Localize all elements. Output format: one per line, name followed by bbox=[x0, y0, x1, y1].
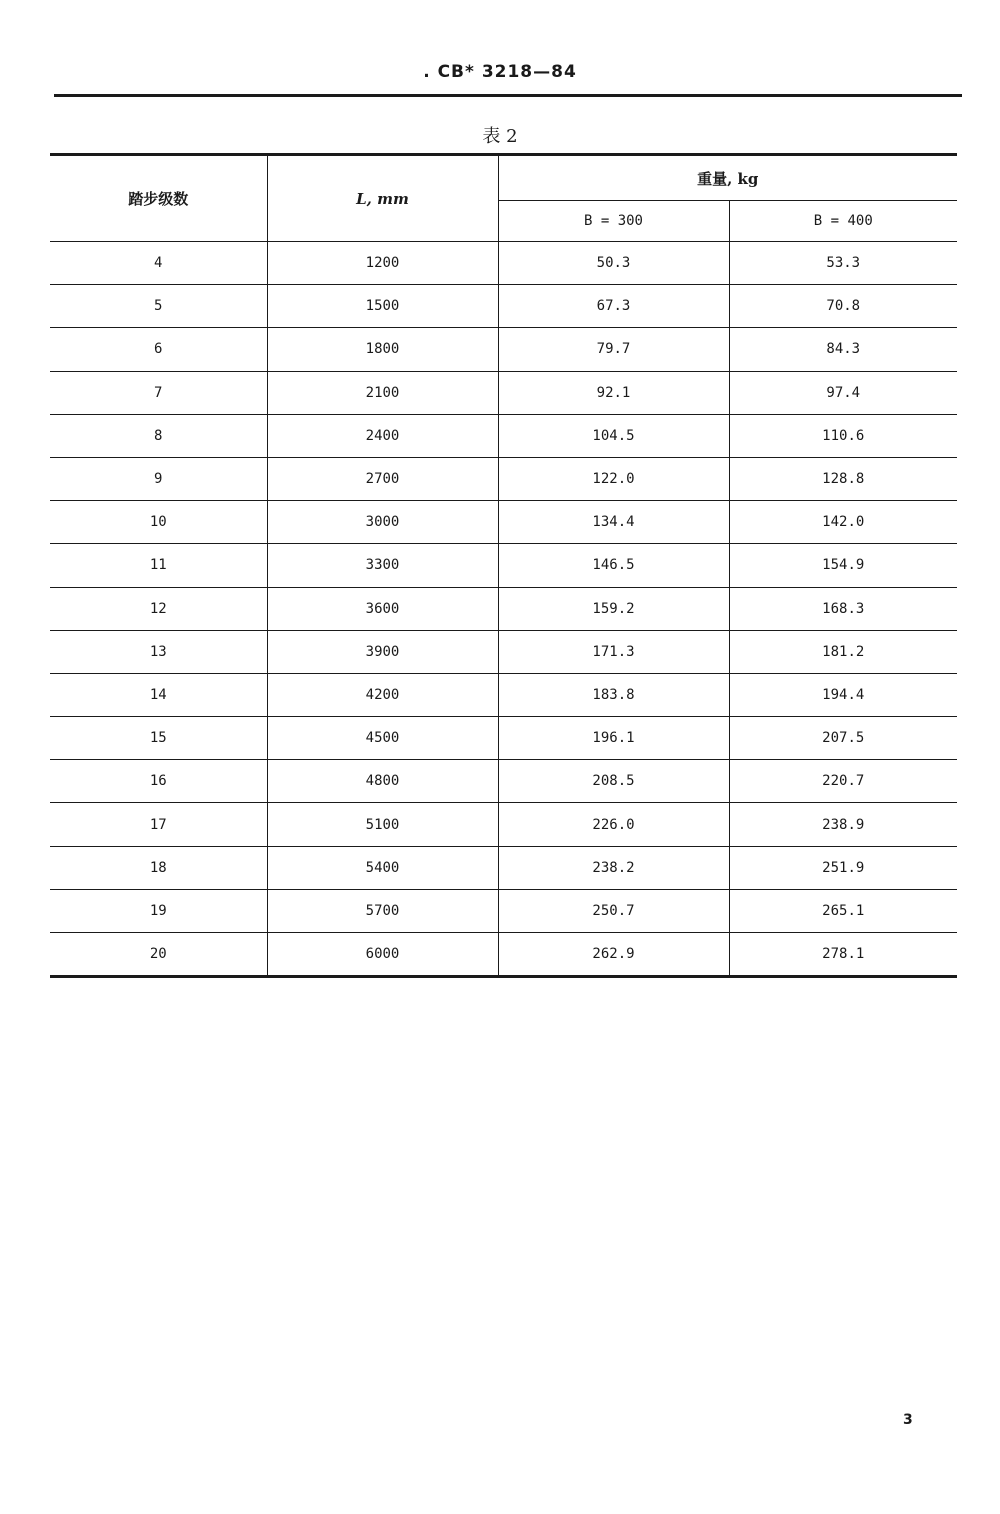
ladder-weight-table bbox=[50, 153, 957, 978]
cell-weight-b400: 278.1 bbox=[729, 933, 957, 977]
cell-weight-b400: 194.4 bbox=[729, 673, 957, 716]
cell-steps: 20 bbox=[50, 933, 267, 977]
cell-length: 6000 bbox=[267, 933, 498, 977]
cell-weight-b300: 208.5 bbox=[498, 760, 729, 803]
cell-steps: 5 bbox=[50, 285, 267, 328]
cell-weight-b300: 183.8 bbox=[498, 673, 729, 716]
cell-weight-b300: 226.0 bbox=[498, 803, 729, 846]
cell-steps: 7 bbox=[50, 371, 267, 414]
table-row bbox=[50, 544, 957, 587]
cell-steps: 8 bbox=[50, 414, 267, 457]
table-row bbox=[50, 889, 957, 932]
cell-weight-b300: 122.0 bbox=[498, 457, 729, 500]
cell-weight-b300: 50.3 bbox=[498, 242, 729, 285]
cell-steps: 17 bbox=[50, 803, 267, 846]
cell-weight-b300: 134.4 bbox=[498, 501, 729, 544]
cell-steps: 15 bbox=[50, 717, 267, 760]
cell-length: 1200 bbox=[267, 242, 498, 285]
cell-weight-b400: 220.7 bbox=[729, 760, 957, 803]
table-row bbox=[50, 501, 957, 544]
cell-steps: 14 bbox=[50, 673, 267, 716]
cell-weight-b400: 251.9 bbox=[729, 846, 957, 889]
cell-steps: 6 bbox=[50, 328, 267, 371]
table-row bbox=[50, 933, 957, 977]
cell-weight-b400: 238.9 bbox=[729, 803, 957, 846]
table-row bbox=[50, 242, 957, 285]
cell-steps: 13 bbox=[50, 630, 267, 673]
cell-weight-b300: 196.1 bbox=[498, 717, 729, 760]
cell-weight-b400: 84.3 bbox=[729, 328, 957, 371]
cell-weight-b300: 171.3 bbox=[498, 630, 729, 673]
header-rule bbox=[54, 94, 962, 97]
cell-steps: 9 bbox=[50, 457, 267, 500]
cell-weight-b400: 70.8 bbox=[729, 285, 957, 328]
cell-weight-b300: 250.7 bbox=[498, 889, 729, 932]
cell-weight-b300: 92.1 bbox=[498, 371, 729, 414]
cell-length: 2100 bbox=[267, 371, 498, 414]
cell-weight-b400: 97.4 bbox=[729, 371, 957, 414]
cell-weight-b400: 154.9 bbox=[729, 544, 957, 587]
header-weight-group: 重量, kg bbox=[498, 155, 957, 201]
cell-length: 5100 bbox=[267, 803, 498, 846]
cell-weight-b300: 159.2 bbox=[498, 587, 729, 630]
cell-weight-b400: 207.5 bbox=[729, 717, 957, 760]
table-body bbox=[50, 242, 957, 977]
cell-weight-b400: 168.3 bbox=[729, 587, 957, 630]
cell-weight-b300: 67.3 bbox=[498, 285, 729, 328]
cell-steps: 16 bbox=[50, 760, 267, 803]
cell-weight-b400: 53.3 bbox=[729, 242, 957, 285]
cell-steps: 19 bbox=[50, 889, 267, 932]
cell-length: 5400 bbox=[267, 846, 498, 889]
cell-length: 4200 bbox=[267, 673, 498, 716]
cell-steps: 10 bbox=[50, 501, 267, 544]
cell-weight-b400: 142.0 bbox=[729, 501, 957, 544]
header-b400: B = 400 bbox=[729, 201, 957, 242]
cell-weight-b400: 128.8 bbox=[729, 457, 957, 500]
table-row bbox=[50, 760, 957, 803]
cell-weight-b400: 110.6 bbox=[729, 414, 957, 457]
table-row bbox=[50, 846, 957, 889]
cell-weight-b400: 265.1 bbox=[729, 889, 957, 932]
cell-weight-b300: 238.2 bbox=[498, 846, 729, 889]
cell-weight-b400: 181.2 bbox=[729, 630, 957, 673]
cell-length: 1800 bbox=[267, 328, 498, 371]
standard-code-header: . CB* 3218—84 bbox=[423, 62, 577, 82]
cell-weight-b300: 104.5 bbox=[498, 414, 729, 457]
cell-steps: 11 bbox=[50, 544, 267, 587]
cell-weight-b300: 262.9 bbox=[498, 933, 729, 977]
page-number: 3 bbox=[903, 1412, 913, 1428]
cell-length: 2400 bbox=[267, 414, 498, 457]
cell-length: 3300 bbox=[267, 544, 498, 587]
cell-length: 4800 bbox=[267, 760, 498, 803]
table-row bbox=[50, 328, 957, 371]
cell-length: 3600 bbox=[267, 587, 498, 630]
table-row bbox=[50, 371, 957, 414]
cell-weight-b300: 79.7 bbox=[498, 328, 729, 371]
table-row bbox=[50, 414, 957, 457]
cell-length: 1500 bbox=[267, 285, 498, 328]
table-row bbox=[50, 285, 957, 328]
table-row bbox=[50, 717, 957, 760]
table-row bbox=[50, 457, 957, 500]
table-row bbox=[50, 630, 957, 673]
cell-length: 3000 bbox=[267, 501, 498, 544]
cell-length: 3900 bbox=[267, 630, 498, 673]
header-b300: B = 300 bbox=[498, 201, 729, 242]
cell-steps: 12 bbox=[50, 587, 267, 630]
table-caption: 表 2 bbox=[482, 126, 518, 147]
table-row bbox=[50, 587, 957, 630]
cell-weight-b300: 146.5 bbox=[498, 544, 729, 587]
cell-length: 4500 bbox=[267, 717, 498, 760]
cell-length: 2700 bbox=[267, 457, 498, 500]
table-row bbox=[50, 673, 957, 716]
table-row bbox=[50, 803, 957, 846]
header-length: L, mm bbox=[267, 155, 498, 242]
cell-steps: 4 bbox=[50, 242, 267, 285]
cell-steps: 18 bbox=[50, 846, 267, 889]
header-steps: 踏步级数 bbox=[50, 155, 267, 242]
cell-length: 5700 bbox=[267, 889, 498, 932]
